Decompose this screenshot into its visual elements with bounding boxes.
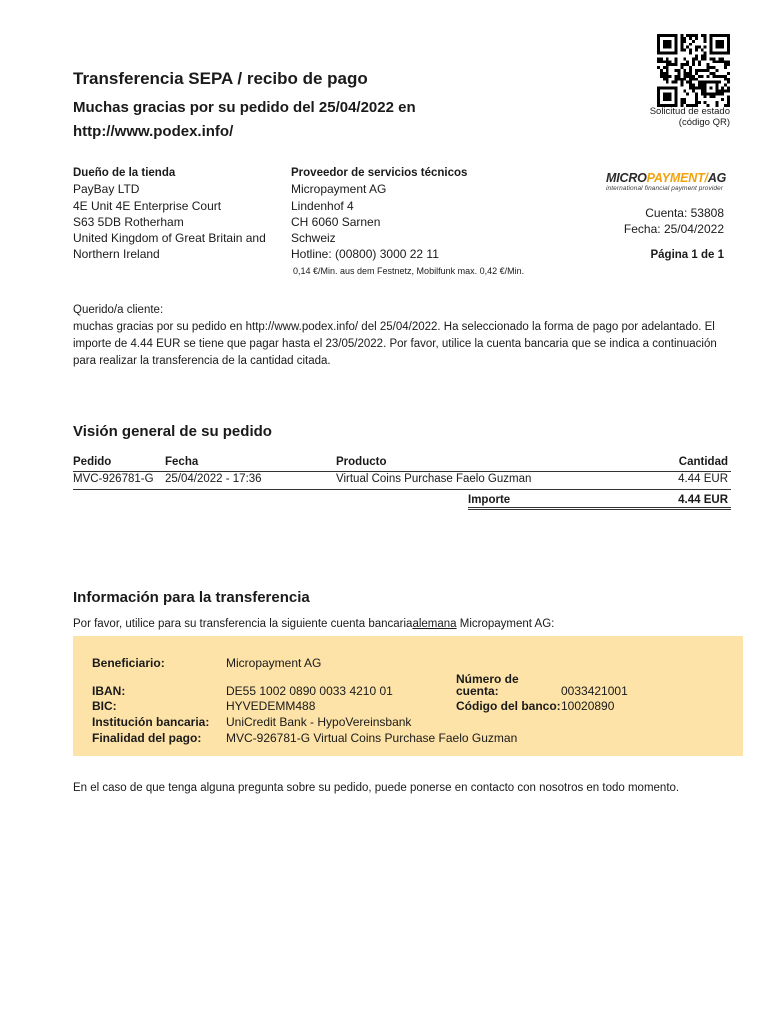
order-date: 25/04/2022 - 17:36 xyxy=(165,473,262,485)
total-rule-bottom xyxy=(468,509,731,510)
micropayment-logo xyxy=(606,171,731,192)
page-indicator: Página 1 de 1 xyxy=(650,249,724,261)
account-number: Cuenta: 53808 xyxy=(645,206,724,220)
iban-label: IBAN: xyxy=(92,684,126,698)
qr-caption xyxy=(640,106,730,128)
account-number-label-line1: Número de xyxy=(456,672,519,686)
total-label: Importe xyxy=(468,494,511,506)
table-header-rule xyxy=(73,471,731,472)
payment-purpose-value: MVC-926781-G Virtual Coins Purchase Faelo Guzman xyxy=(226,731,518,745)
logo-tagline: international financial payment provider xyxy=(606,185,724,192)
intro-greeting: Querido/a cliente: xyxy=(73,304,164,316)
logo-part-ag: AG xyxy=(707,171,727,185)
table-row-rule xyxy=(73,489,731,490)
transfer-heading: Información para la transferencia xyxy=(73,589,310,606)
shop-owner-heading: Dueño de la tienda xyxy=(73,167,176,179)
transfer-instructions xyxy=(73,618,554,630)
document-date: Fecha: 25/04/2022 xyxy=(623,222,724,236)
account-number-label-line2: cuenta: xyxy=(456,684,499,698)
logo-wordmark xyxy=(606,171,731,185)
provider-line: Hotline: (00800) 3000 22 11 xyxy=(291,247,439,262)
provider-heading: Proveedor de servicios técnicos xyxy=(291,167,468,179)
shop-url: http://www.podex.info/ xyxy=(73,123,234,140)
shop-owner-line: 4E Unit 4E Enterprise Court xyxy=(73,198,222,213)
provider-line: CH 6060 Sarnen xyxy=(291,214,381,229)
shop-owner-line: United Kingdom of Great Britain and xyxy=(73,231,266,246)
shop-owner-line: PayBay LTD xyxy=(73,182,140,197)
shop-owner-block xyxy=(73,165,266,263)
provider-line: Lindenhof 4 xyxy=(291,198,354,213)
table-row xyxy=(0,473,768,489)
page-subtitle: Muchas gracias por su pedido del 25/04/2022 en xyxy=(73,99,416,116)
bank-name-value: UniCredit Bank - HypoVereinsbank xyxy=(226,715,412,729)
total-rule-top xyxy=(468,507,731,508)
order-table-header xyxy=(0,456,768,472)
payment-purpose-label: Finalidad del pago: xyxy=(92,731,202,745)
logo-part-payment: PAYMENT xyxy=(646,171,705,185)
qr-caption-line1: Solicitud de estado xyxy=(649,106,730,117)
shop-owner-line: Northern Ireland xyxy=(73,247,160,262)
intro-line: importe de 4.44 EUR se tiene que pagar hasta el 23/05/2022. Por favor, utilice la cuenta bancaria que se indica a continuación xyxy=(73,338,717,350)
qr-caption-line2: (código QR) xyxy=(678,117,730,128)
iban-value: DE55 1002 0890 0033 4210 01 xyxy=(226,684,393,698)
provider-line: Micropayment AG xyxy=(291,182,387,197)
intro-line: para realizar la transferencia de la cantidad citada. xyxy=(73,355,331,367)
order-amount: 4.44 EUR xyxy=(678,473,728,485)
order-id: MVC-926781-G xyxy=(73,473,154,485)
intro-line: muchas gracias por su pedido en http://www.podex.info/ del 25/04/2022. Ha seleccionado la forma de pago por adelantado. El xyxy=(73,321,715,333)
shop-owner-line: S63 5DB Rotherham xyxy=(73,214,184,229)
transfer-text-country: alemana xyxy=(412,618,457,630)
bic-value: HYVEDEMM488 xyxy=(226,699,316,713)
column-header-amount: Cantidad xyxy=(678,456,728,468)
hotline-note: 0,14 €/Min. aus dem Festnetz, Mobilfunk max. 0,42 €/Min. xyxy=(293,266,525,276)
transfer-text-before: Por favor, utilice para su transferencia la siguiente cuenta bancaria xyxy=(73,618,413,630)
contact-note: En el caso de que tenga alguna pregunta sobre su pedido, puede ponerse en contacto con nosotros en todo momento. xyxy=(73,782,680,794)
logo-part-micro: MICRO xyxy=(606,171,647,185)
bank-code-label: Código del banco: xyxy=(456,699,561,713)
beneficiary-value: Micropayment AG xyxy=(226,656,322,670)
bank-details-box xyxy=(73,636,743,756)
account-number-value: 0033421001 xyxy=(561,684,628,698)
column-header-product: Producto xyxy=(336,456,387,468)
bank-name-label: Institución bancaria: xyxy=(92,715,210,729)
bic-label: BIC: xyxy=(92,699,117,713)
column-header-date: Fecha xyxy=(165,456,199,468)
provider-line: Schweiz xyxy=(291,231,336,246)
provider-block xyxy=(291,165,467,263)
order-product: Virtual Coins Purchase Faelo Guzman xyxy=(336,473,532,485)
total-value: 4.44 EUR xyxy=(678,494,728,506)
transfer-text-after: Micropayment AG: xyxy=(456,618,555,630)
account-info xyxy=(560,205,724,237)
bank-code-value: 10020890 xyxy=(561,699,615,713)
overview-heading: Visión general de su pedido xyxy=(73,423,272,440)
intro-text xyxy=(73,302,717,370)
logo-slash: / xyxy=(704,171,708,185)
beneficiary-label: Beneficiario: xyxy=(92,656,165,670)
qr-code[interactable] xyxy=(657,34,730,107)
page-title: Transferencia SEPA / recibo de pago xyxy=(73,69,368,88)
column-header-order: Pedido xyxy=(73,456,112,468)
